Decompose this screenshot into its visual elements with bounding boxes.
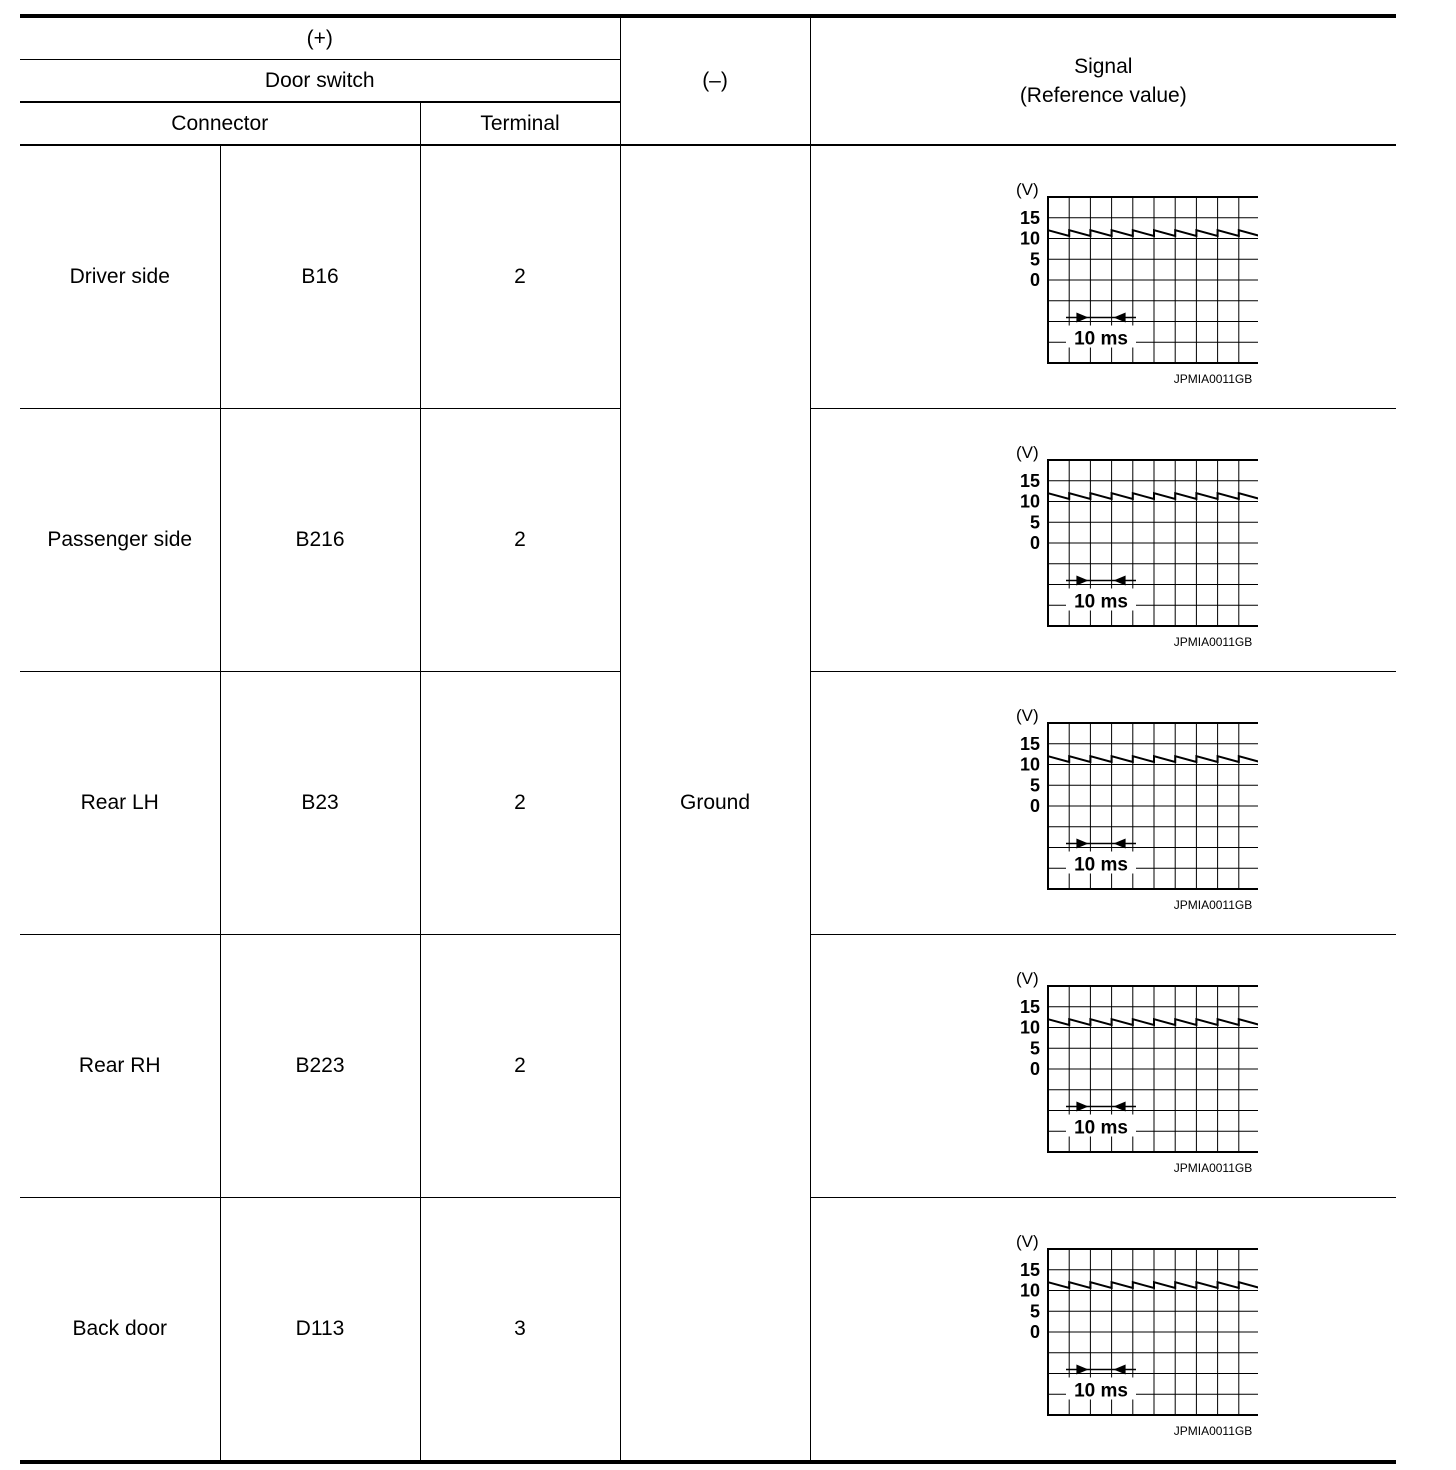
y-tick-label: 0	[1030, 796, 1041, 816]
scope-unit-label: (V)	[1016, 969, 1039, 988]
ground-cell: Ground	[620, 145, 810, 1462]
y-tick-label: 15	[1020, 1259, 1041, 1280]
y-tick-label: 0	[1030, 270, 1041, 290]
minus-header: (–)	[620, 16, 810, 145]
waveform-line	[1048, 493, 1258, 499]
connector-header: Connector	[20, 102, 420, 145]
terminal-value: 2	[420, 672, 620, 935]
y-tick-label: 0	[1030, 533, 1041, 553]
connector-value: B216	[220, 409, 420, 672]
door-name: Rear RH	[20, 935, 220, 1198]
y-tick-label: 0	[1030, 1322, 1041, 1342]
connector-value: B223	[220, 935, 420, 1198]
oscilloscope-chart	[948, 167, 1258, 387]
door-name: Driver side	[20, 145, 220, 409]
door-name: Rear LH	[20, 672, 220, 935]
oscilloscope-chart	[948, 430, 1258, 650]
door-name: Back door	[20, 1198, 220, 1463]
y-tick-label: 15	[1020, 733, 1041, 754]
time-scale-label: 10 ms	[1074, 1380, 1129, 1402]
terminal-value: 2	[420, 409, 620, 672]
connector-value: D113	[220, 1198, 420, 1463]
signal-header-title: Signal	[1074, 55, 1133, 78]
y-tick-label: 0	[1030, 1059, 1041, 1079]
y-tick-label: 15	[1020, 996, 1041, 1017]
figure-id: JPMIA0011GB	[1174, 898, 1253, 912]
signal-cell	[810, 672, 1396, 935]
time-scale-label: 10 ms	[1074, 854, 1129, 876]
scope-unit-label: (V)	[1016, 180, 1039, 199]
y-tick-label: 5	[1030, 249, 1041, 270]
y-tick-label: 10	[1020, 491, 1041, 512]
y-tick-label: 15	[1020, 470, 1041, 491]
scope-unit-label: (V)	[1016, 443, 1039, 462]
y-tick-label: 10	[1020, 1280, 1041, 1301]
connector-value: B16	[220, 145, 420, 409]
terminal-value: 2	[420, 935, 620, 1198]
door-switch-header: Door switch	[20, 60, 620, 103]
signal-header	[810, 16, 1396, 145]
oscilloscope-chart	[948, 956, 1258, 1176]
y-tick-label: 5	[1030, 1038, 1041, 1059]
time-scale-label: 10 ms	[1074, 1117, 1129, 1139]
signal-header-subtitle: (Reference value)	[1019, 84, 1187, 107]
waveform-line	[1048, 1019, 1258, 1025]
table-row	[20, 145, 1396, 409]
door-name: Passenger side	[20, 409, 220, 672]
plus-header: (+)	[20, 16, 620, 60]
connector-value: B23	[220, 672, 420, 935]
y-tick-label: 10	[1020, 228, 1041, 249]
y-tick-label: 5	[1030, 775, 1041, 796]
y-tick-label: 10	[1020, 754, 1041, 775]
figure-id: JPMIA0011GB	[1174, 1161, 1253, 1175]
y-tick-label: 5	[1030, 512, 1041, 533]
signal-cell	[810, 145, 1396, 409]
waveform-line	[1048, 756, 1258, 762]
y-tick-label: 10	[1020, 1017, 1041, 1038]
oscilloscope-chart	[948, 693, 1258, 913]
terminal-header: Terminal	[420, 102, 620, 145]
terminal-value: 3	[420, 1198, 620, 1463]
signal-cell	[810, 935, 1396, 1198]
scope-unit-label: (V)	[1016, 1232, 1039, 1251]
terminal-value: 2	[420, 145, 620, 409]
signal-cell	[810, 1198, 1396, 1463]
waveform-line	[1048, 1282, 1258, 1288]
signal-cell	[810, 409, 1396, 672]
figure-id: JPMIA0011GB	[1174, 635, 1253, 649]
oscilloscope-chart	[948, 1219, 1258, 1439]
scope-unit-label: (V)	[1016, 706, 1039, 725]
figure-id: JPMIA0011GB	[1174, 372, 1253, 386]
door-switch-signal-table	[20, 14, 1396, 1464]
time-scale-label: 10 ms	[1074, 328, 1129, 350]
waveform-line	[1048, 230, 1258, 236]
figure-id: JPMIA0011GB	[1174, 1424, 1253, 1438]
time-scale-label: 10 ms	[1074, 591, 1129, 613]
y-tick-label: 15	[1020, 207, 1041, 228]
y-tick-label: 5	[1030, 1301, 1041, 1322]
